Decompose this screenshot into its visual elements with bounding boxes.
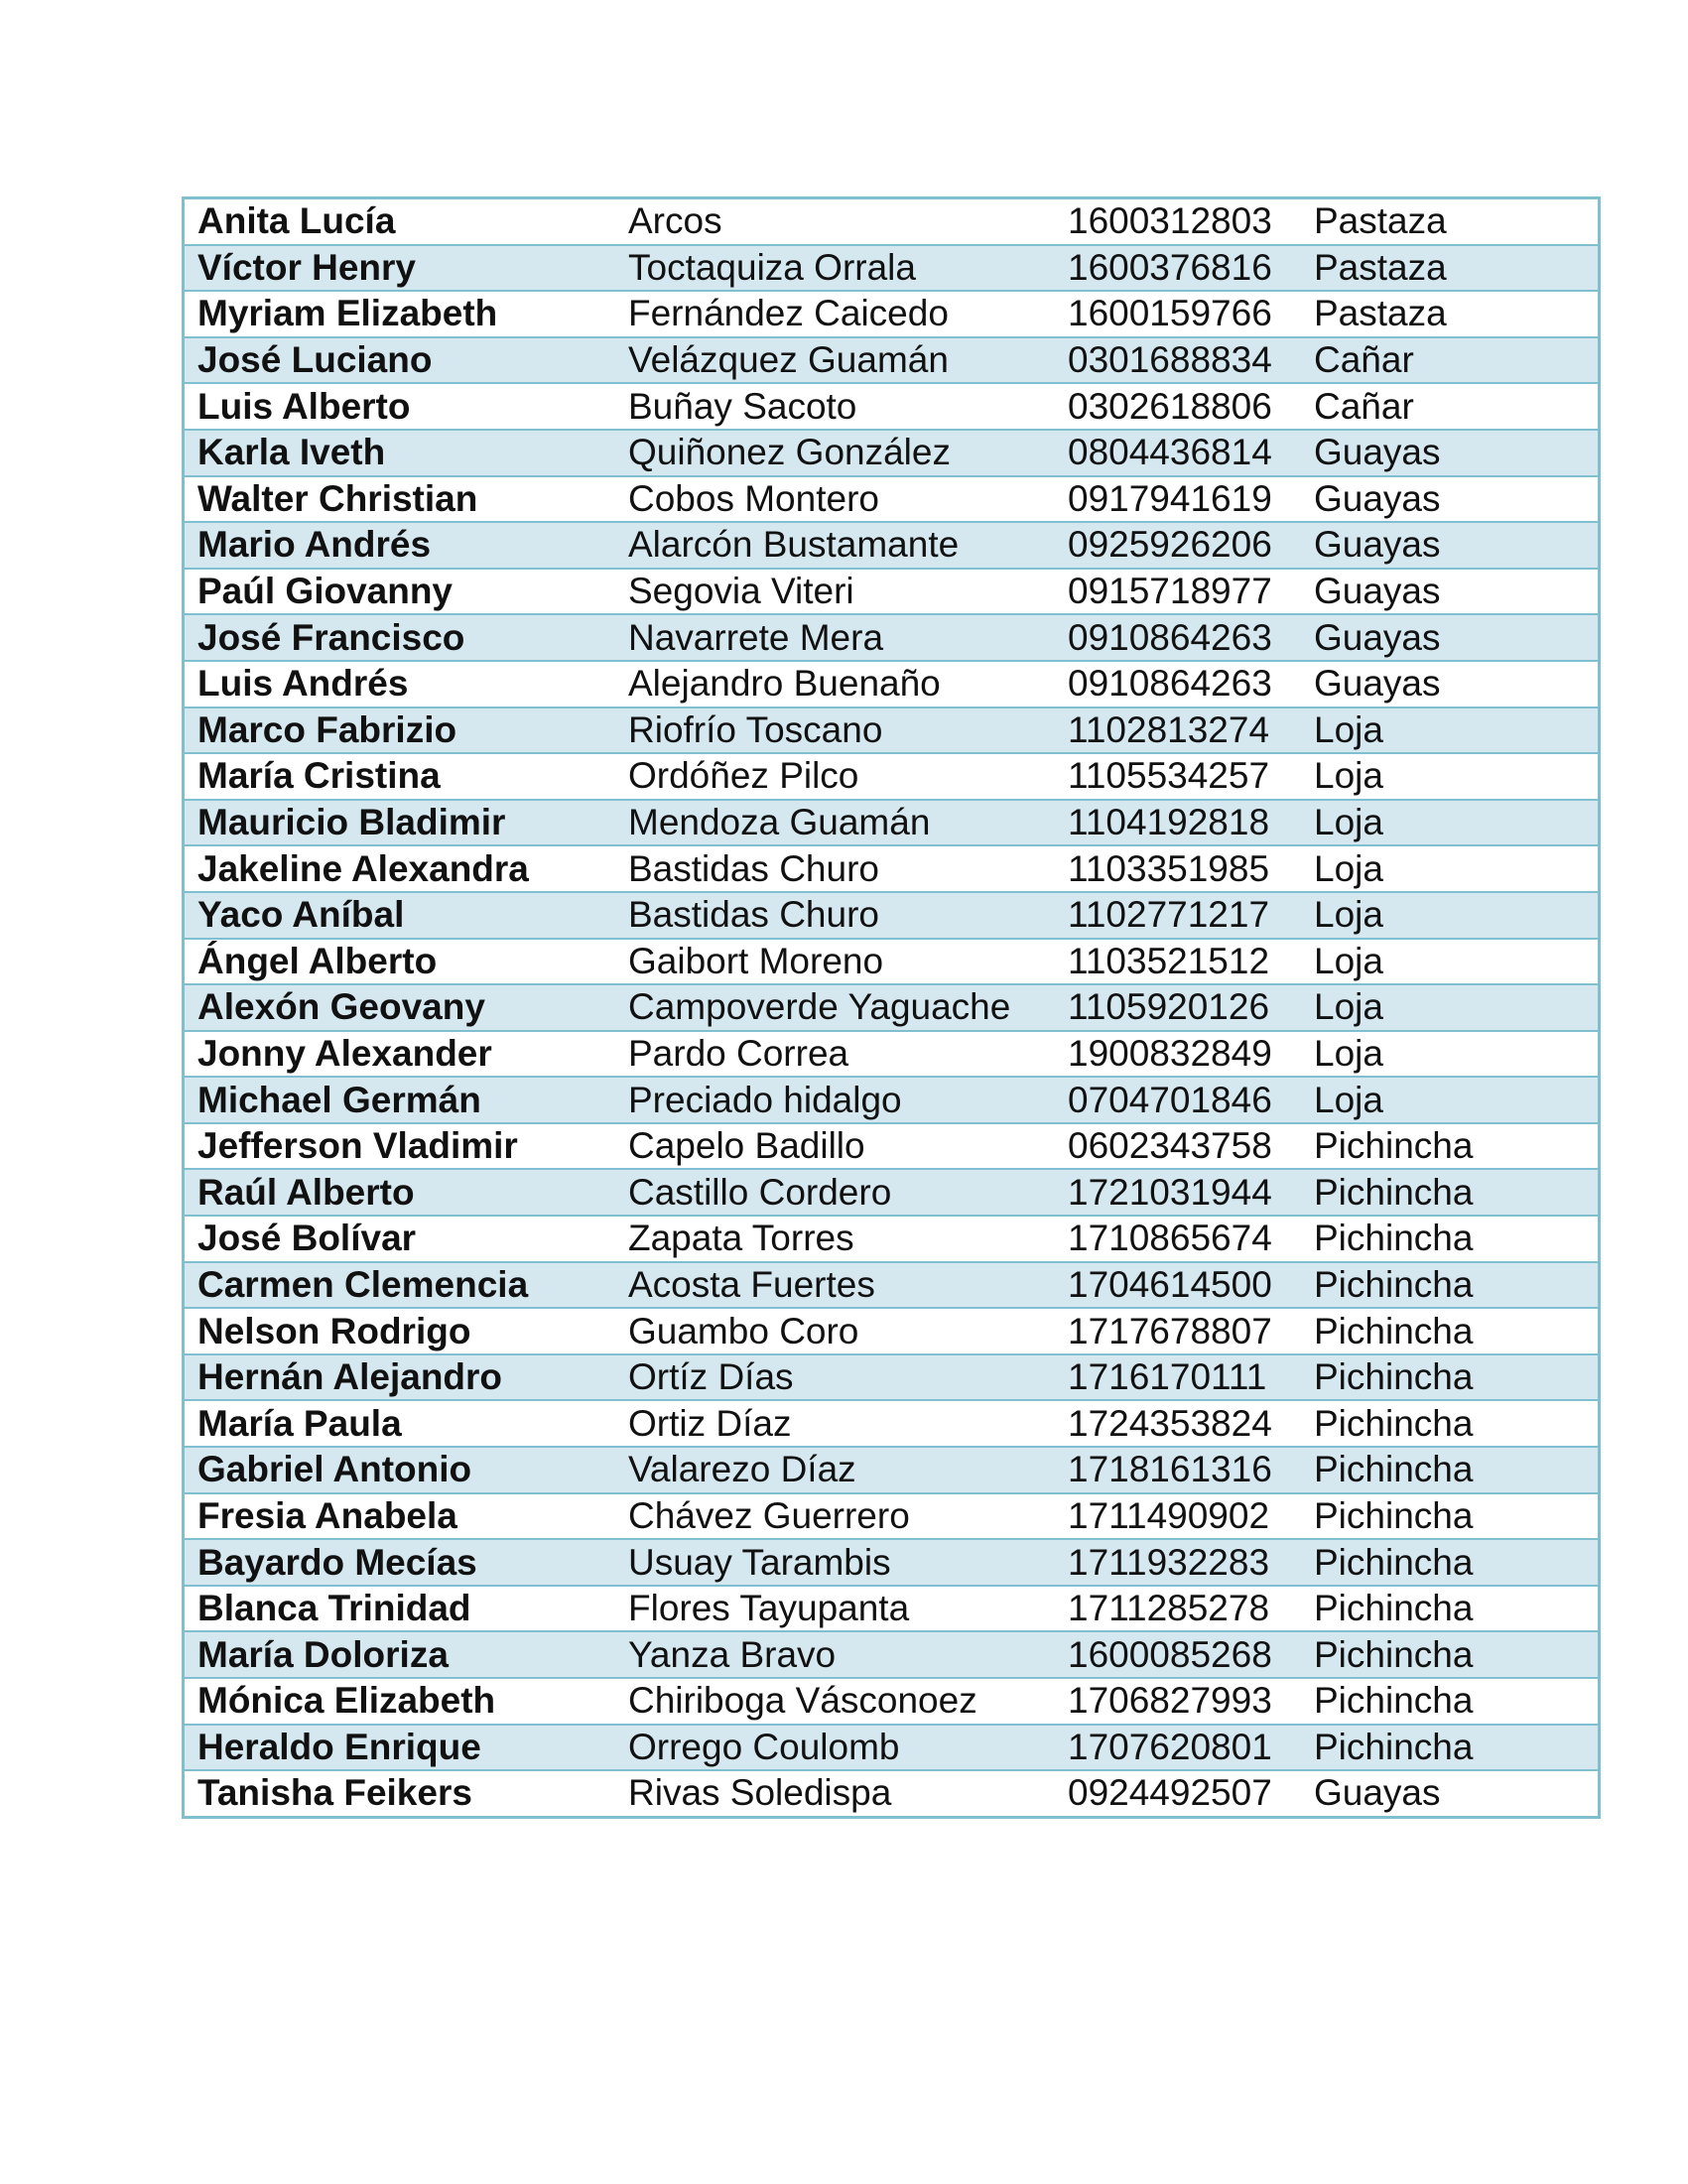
province-cell: Pichincha bbox=[1304, 1216, 1600, 1262]
surnames-cell: Castillo Cordero bbox=[612, 1169, 1052, 1216]
first-names-cell: María Paula bbox=[184, 1400, 613, 1447]
province-cell: Guayas bbox=[1304, 1770, 1600, 1817]
table-row bbox=[184, 1539, 1600, 1586]
province-cell: Loja bbox=[1304, 707, 1600, 754]
first-names-cell: Tanisha Feikers bbox=[184, 1770, 613, 1817]
table-row bbox=[184, 661, 1600, 707]
surnames-cell: Orrego Coulomb bbox=[612, 1725, 1052, 1771]
province-cell: Cañar bbox=[1304, 383, 1600, 430]
table-row bbox=[184, 522, 1600, 569]
id-number-cell: 0915718977 bbox=[1052, 569, 1304, 615]
id-number-cell: 0924492507 bbox=[1052, 1770, 1304, 1817]
province-cell: Pastaza bbox=[1304, 245, 1600, 292]
first-names-cell: Karla Iveth bbox=[184, 430, 613, 476]
surnames-cell: Velázquez Guamán bbox=[612, 337, 1052, 384]
table-row bbox=[184, 892, 1600, 939]
first-names-cell: Nelson Rodrigo bbox=[184, 1308, 613, 1354]
id-number-cell: 1704614500 bbox=[1052, 1262, 1304, 1309]
first-names-cell: Ángel Alberto bbox=[184, 939, 613, 985]
id-number-cell: 0302618806 bbox=[1052, 383, 1304, 430]
surnames-cell: Riofrío Toscano bbox=[612, 707, 1052, 754]
province-cell: Guayas bbox=[1304, 476, 1600, 523]
id-number-cell: 1105534257 bbox=[1052, 753, 1304, 800]
first-names-cell: Jonny Alexander bbox=[184, 1031, 613, 1078]
first-names-cell: Marco Fabrizio bbox=[184, 707, 613, 754]
table-row bbox=[184, 1077, 1600, 1123]
surnames-cell: Capelo Badillo bbox=[612, 1123, 1052, 1170]
id-number-cell: 1102771217 bbox=[1052, 892, 1304, 939]
province-cell: Pastaza bbox=[1304, 291, 1600, 337]
id-number-cell: 1103521512 bbox=[1052, 939, 1304, 985]
table-row bbox=[184, 1169, 1600, 1216]
province-cell: Guayas bbox=[1304, 430, 1600, 476]
province-cell: Pichincha bbox=[1304, 1725, 1600, 1771]
surnames-cell: Zapata Torres bbox=[612, 1216, 1052, 1262]
id-number-cell: 1706827993 bbox=[1052, 1678, 1304, 1725]
table-row bbox=[184, 569, 1600, 615]
id-number-cell: 1711285278 bbox=[1052, 1586, 1304, 1632]
province-cell: Pichincha bbox=[1304, 1631, 1600, 1678]
id-number-cell: 0804436814 bbox=[1052, 430, 1304, 476]
surnames-cell: Bastidas Churo bbox=[612, 892, 1052, 939]
id-number-cell: 1600085268 bbox=[1052, 1631, 1304, 1678]
table-row bbox=[184, 845, 1600, 892]
province-cell: Guayas bbox=[1304, 661, 1600, 707]
id-number-cell: 0925926206 bbox=[1052, 522, 1304, 569]
surnames-cell: Alarcón Bustamante bbox=[612, 522, 1052, 569]
roster-table-body bbox=[184, 198, 1600, 1818]
id-number-cell: 1711490902 bbox=[1052, 1493, 1304, 1540]
table-row bbox=[184, 430, 1600, 476]
province-cell: Loja bbox=[1304, 939, 1600, 985]
first-names-cell: María Doloriza bbox=[184, 1631, 613, 1678]
table-row bbox=[184, 1262, 1600, 1309]
surnames-cell: Acosta Fuertes bbox=[612, 1262, 1052, 1309]
surnames-cell: Arcos bbox=[628, 200, 722, 242]
table-row bbox=[184, 1678, 1600, 1725]
id-number-cell: 1600376816 bbox=[1052, 245, 1304, 292]
id-number-cell: 1105920126 bbox=[1052, 984, 1304, 1031]
surnames-cell: Ortiz Díaz bbox=[612, 1400, 1052, 1447]
province-cell: Pichincha bbox=[1304, 1539, 1600, 1586]
province-cell: Pichincha bbox=[1304, 1447, 1600, 1493]
first-names-cell: Mauricio Bladimir bbox=[184, 800, 613, 846]
first-names-cell: Anita Lucía bbox=[197, 200, 396, 242]
province-cell: Pichincha bbox=[1304, 1262, 1600, 1309]
first-names-cell: Michael Germán bbox=[184, 1077, 613, 1123]
first-names-cell: Bayardo Mecías bbox=[184, 1539, 613, 1586]
id-number-cell: 0301688834 bbox=[1052, 337, 1304, 384]
province-cell: Pichincha bbox=[1304, 1400, 1600, 1447]
table-row bbox=[184, 291, 1600, 337]
province-cell: Pastaza bbox=[1314, 200, 1447, 242]
id-number-cell: 1707620801 bbox=[1052, 1725, 1304, 1771]
surnames-cell: Fernández Caicedo bbox=[612, 291, 1052, 337]
id-number-cell: 1103351985 bbox=[1052, 845, 1304, 892]
first-names-cell: Luis Alberto bbox=[184, 383, 613, 430]
first-names-cell: José Francisco bbox=[184, 614, 613, 661]
first-names-cell: Raúl Alberto bbox=[184, 1169, 613, 1216]
surnames-cell: Mendoza Guamán bbox=[612, 800, 1052, 846]
table-row bbox=[184, 1770, 1600, 1817]
first-names-cell: Jakeline Alexandra bbox=[184, 845, 613, 892]
first-names-cell: Yaco Aníbal bbox=[184, 892, 613, 939]
surnames-cell: Yanza Bravo bbox=[612, 1631, 1052, 1678]
id-number-cell: 1721031944 bbox=[1052, 1169, 1304, 1216]
table-row bbox=[184, 1631, 1600, 1678]
first-names-cell: José Luciano bbox=[184, 337, 613, 384]
first-names-cell: Víctor Henry bbox=[184, 245, 613, 292]
surnames-cell: Buñay Sacoto bbox=[612, 383, 1052, 430]
id-number-cell: 1718161316 bbox=[1052, 1447, 1304, 1493]
table-row bbox=[184, 1354, 1600, 1401]
province-cell: Pichincha bbox=[1304, 1493, 1600, 1540]
first-names-cell: Myriam Elizabeth bbox=[184, 291, 613, 337]
table-row bbox=[184, 1216, 1600, 1262]
province-cell: Pichincha bbox=[1304, 1586, 1600, 1632]
surnames-cell: Guambo Coro bbox=[612, 1308, 1052, 1354]
province-cell: Pichincha bbox=[1304, 1169, 1600, 1216]
first-names-cell: Hernán Alejandro bbox=[184, 1354, 613, 1401]
surnames-cell: Preciado hidalgo bbox=[612, 1077, 1052, 1123]
id-number-cell: 1102813274 bbox=[1052, 707, 1304, 754]
surnames-cell: Usuay Tarambis bbox=[612, 1539, 1052, 1586]
surnames-cell: Navarrete Mera bbox=[612, 614, 1052, 661]
first-names-cell: José Bolívar bbox=[184, 1216, 613, 1262]
first-names-cell: Walter Christian bbox=[184, 476, 613, 523]
surnames-cell: Pardo Correa bbox=[612, 1031, 1052, 1078]
id-number-cell: 1716170111 bbox=[1052, 1354, 1304, 1401]
table-row bbox=[184, 1031, 1600, 1078]
table-row bbox=[184, 1725, 1600, 1771]
id-number-cell: 1900832849 bbox=[1052, 1031, 1304, 1078]
province-cell: Loja bbox=[1304, 845, 1600, 892]
table-row bbox=[184, 707, 1600, 754]
id-number-cell: 0917941619 bbox=[1052, 476, 1304, 523]
surnames-cell: Segovia Viteri bbox=[612, 569, 1052, 615]
table-row bbox=[184, 1447, 1600, 1493]
id-number-cell: 1600159766 bbox=[1052, 291, 1304, 337]
table-row bbox=[184, 1400, 1600, 1447]
first-names-cell: Mario Andrés bbox=[184, 522, 613, 569]
id-number-cell: 1710865674 bbox=[1052, 1216, 1304, 1262]
province-cell: Loja bbox=[1304, 984, 1600, 1031]
first-names-cell: Paúl Giovanny bbox=[184, 569, 613, 615]
first-names-cell: Carmen Clemencia bbox=[184, 1262, 613, 1309]
table-row bbox=[184, 1493, 1600, 1540]
table-row bbox=[184, 1123, 1600, 1170]
province-cell: Cañar bbox=[1304, 337, 1600, 384]
surnames-cell: Rivas Soledispa bbox=[612, 1770, 1052, 1817]
table-row bbox=[184, 984, 1600, 1031]
province-cell: Guayas bbox=[1304, 522, 1600, 569]
id-number-cell: 1600312803 bbox=[1068, 200, 1272, 242]
id-number-cell: 0910864263 bbox=[1052, 614, 1304, 661]
first-names-cell: Mónica Elizabeth bbox=[184, 1678, 613, 1725]
first-names-cell: Heraldo Enrique bbox=[184, 1725, 613, 1771]
surnames-cell: Ordóñez Pilco bbox=[612, 753, 1052, 800]
table-row bbox=[184, 198, 1600, 245]
table-row bbox=[184, 337, 1600, 384]
province-cell: Loja bbox=[1304, 800, 1600, 846]
table-row bbox=[184, 1308, 1600, 1354]
first-names-cell: Gabriel Antonio bbox=[184, 1447, 613, 1493]
province-cell: Loja bbox=[1304, 1077, 1600, 1123]
province-cell: Loja bbox=[1304, 753, 1600, 800]
province-cell: Pichincha bbox=[1304, 1308, 1600, 1354]
surnames-cell: Gaibort Moreno bbox=[612, 939, 1052, 985]
id-number-cell: 1724353824 bbox=[1052, 1400, 1304, 1447]
province-cell: Loja bbox=[1304, 1031, 1600, 1078]
province-cell: Guayas bbox=[1304, 614, 1600, 661]
first-names-cell: Fresia Anabela bbox=[184, 1493, 613, 1540]
table-row bbox=[184, 939, 1600, 985]
table-row bbox=[184, 476, 1600, 523]
table-row bbox=[184, 753, 1600, 800]
surnames-cell: Alejandro Buenaño bbox=[612, 661, 1052, 707]
id-number-cell: 0910864263 bbox=[1052, 661, 1304, 707]
province-cell: Guayas bbox=[1304, 569, 1600, 615]
surnames-cell: Quiñonez González bbox=[612, 430, 1052, 476]
first-names-cell: Alexón Geovany bbox=[184, 984, 613, 1031]
surnames-cell: Flores Tayupanta bbox=[612, 1586, 1052, 1632]
first-names-cell: María Cristina bbox=[184, 753, 613, 800]
table-row bbox=[184, 245, 1600, 292]
province-cell: Loja bbox=[1304, 892, 1600, 939]
province-cell: Pichincha bbox=[1304, 1354, 1600, 1401]
first-names-cell: Jefferson Vladimir bbox=[184, 1123, 613, 1170]
first-names-cell: Blanca Trinidad bbox=[184, 1586, 613, 1632]
surnames-cell: Toctaquiza Orrala bbox=[612, 245, 1052, 292]
id-number-cell: 1711932283 bbox=[1052, 1539, 1304, 1586]
table-row bbox=[184, 800, 1600, 846]
roster-table bbox=[182, 196, 1601, 1819]
surnames-cell: Chávez Guerrero bbox=[612, 1493, 1052, 1540]
surnames-cell: Chiriboga Vásconoez bbox=[612, 1678, 1052, 1725]
province-cell: Pichincha bbox=[1304, 1123, 1600, 1170]
surnames-cell: Campoverde Yaguache bbox=[612, 984, 1052, 1031]
surnames-cell: Ortíz Días bbox=[612, 1354, 1052, 1401]
table-row bbox=[184, 383, 1600, 430]
first-names-cell: Luis Andrés bbox=[184, 661, 613, 707]
id-number-cell: 1717678807 bbox=[1052, 1308, 1304, 1354]
table-row bbox=[184, 614, 1600, 661]
id-number-cell: 0704701846 bbox=[1052, 1077, 1304, 1123]
surnames-cell: Cobos Montero bbox=[612, 476, 1052, 523]
table-row bbox=[184, 1586, 1600, 1632]
surnames-cell: Bastidas Churo bbox=[612, 845, 1052, 892]
id-number-cell: 0602343758 bbox=[1052, 1123, 1304, 1170]
province-cell: Pichincha bbox=[1304, 1678, 1600, 1725]
surnames-cell: Valarezo Díaz bbox=[612, 1447, 1052, 1493]
id-number-cell: 1104192818 bbox=[1052, 800, 1304, 846]
